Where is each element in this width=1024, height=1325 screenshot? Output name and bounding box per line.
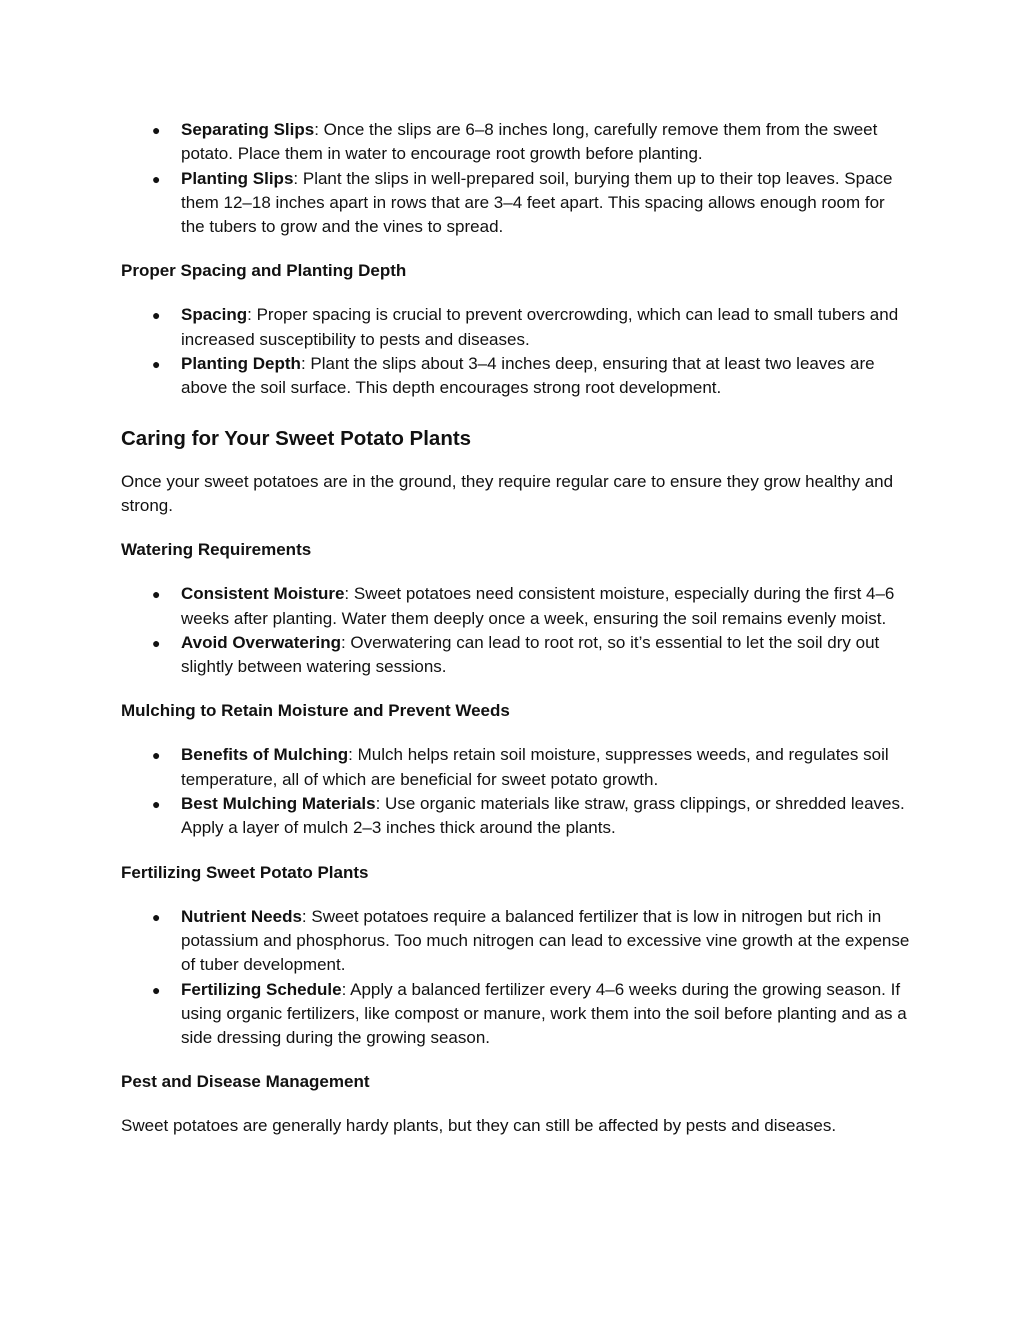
watering-list — [121, 582, 911, 679]
list-item-text: : Sweet potatoes need consistent moisture, especially during the first 4–6 weeks after planting. Water them deeply once a week, ensuring the soil remains evenly moist. — [181, 584, 895, 628]
list-item — [121, 303, 911, 352]
list-item — [121, 631, 911, 680]
list-item-text: : Sweet potatoes require a balanced fertilizer that is low in nitrogen but rich in potassium and phosphorus. Too much nitrogen can lead to excessive vine growth at the expense of tuber development. — [181, 906, 910, 975]
list-item-text: : Plant the slips about 3–4 inches deep, ensuring that at least two leaves are above the soil surface. This depth encourages strong root development. — [181, 354, 875, 398]
list-item-term: Nutrient Needs — [181, 906, 302, 926]
list-item-term: Planting Depth — [181, 354, 301, 374]
fertilizing-list — [121, 905, 911, 1051]
document-page — [121, 118, 911, 1139]
list-item-text: : Plant the slips in well-prepared soil, burying them up to their top leaves. Space them 12–18 inches apart in rows that are 3–4 feet apart. This spacing allows enough room for the tubers to grow and the vines to spread. — [181, 168, 893, 237]
bullet-icon: ● — [152, 307, 161, 324]
list-item-term: Avoid Overwatering — [181, 632, 341, 652]
spacing-list — [121, 303, 911, 400]
list-item — [121, 905, 911, 978]
list-item-term: Planting Slips — [181, 168, 294, 188]
slips-list — [121, 118, 911, 239]
bullet-icon: ● — [152, 747, 161, 764]
subheading-mulching: Mulching to Retain Moisture and Prevent Weeds — [121, 701, 510, 721]
bullet-icon: ● — [152, 796, 161, 813]
list-item — [121, 352, 911, 401]
list-item — [121, 792, 911, 841]
list-item-term: Benefits of Mulching — [181, 745, 349, 765]
list-item — [121, 743, 911, 792]
list-item-term: Best Mulching Materials — [181, 794, 376, 814]
subheading-spacing: Proper Spacing and Planting Depth — [121, 261, 407, 281]
subheading-pest: Pest and Disease Management — [121, 1072, 370, 1092]
bullet-icon: ● — [152, 634, 161, 651]
list-item-term: Separating Slips — [181, 120, 315, 139]
list-item — [121, 978, 911, 1051]
bullet-icon: ● — [152, 586, 161, 603]
list-item-term: Consistent Moisture — [181, 584, 345, 604]
list-item-text: : Overwatering can lead to root rot, so it’s essential to let the soil dry out slightly between watering sessions. — [181, 632, 880, 677]
list-item-term: Spacing — [181, 305, 248, 325]
list-item-text: : Once the slips are 6–8 inches long, carefully remove them from the sweet potato. Place them in water to encourage root growth before planting. — [181, 120, 878, 164]
list-item-term: Fertilizing Schedule — [181, 979, 342, 999]
mulching-list — [121, 743, 911, 840]
subheading-fertilizing: Fertilizing Sweet Potato Plants — [121, 862, 369, 882]
list-item-text: : Use organic materials like straw, grass clippings, or shredded leaves. Apply a layer of mulch 2–3 inches thick around the plants. — [181, 794, 905, 838]
caring-intro-paragraph: Once your sweet potatoes are in the ground, they require regular care to ensure they grow healthy and strong. — [121, 471, 894, 515]
list-item — [121, 582, 911, 631]
bullet-icon: ● — [152, 356, 161, 373]
list-item — [121, 167, 911, 240]
section-heading-caring: Caring for Your Sweet Potato Plants — [121, 426, 472, 450]
bullet-icon: ● — [152, 981, 161, 998]
list-item-text: : Apply a balanced fertilizer every 4–6 weeks during the growing season. If using organic fertilizers, like compost or manure, work them into the soil before planting and as a side dressing during the growing season. — [181, 979, 907, 1048]
list-item-text: : Mulch helps retain soil moisture, suppresses weeds, and regulates soil temperature, all of which are beneficial for sweet potato growth. — [181, 745, 889, 789]
bullet-icon: ● — [152, 170, 161, 187]
pest-intro-paragraph: Sweet potatoes are generally hardy plants, but they can still be affected by pests and diseases. — [121, 1116, 837, 1136]
bullet-icon: ● — [152, 122, 161, 138]
subheading-watering: Watering Requirements — [121, 540, 312, 560]
list-item — [121, 118, 911, 167]
list-item-text: : Proper spacing is crucial to prevent overcrowding, which can lead to small tubers and increased susceptibility to pests and diseases. — [181, 305, 899, 349]
bullet-icon: ● — [152, 908, 161, 925]
